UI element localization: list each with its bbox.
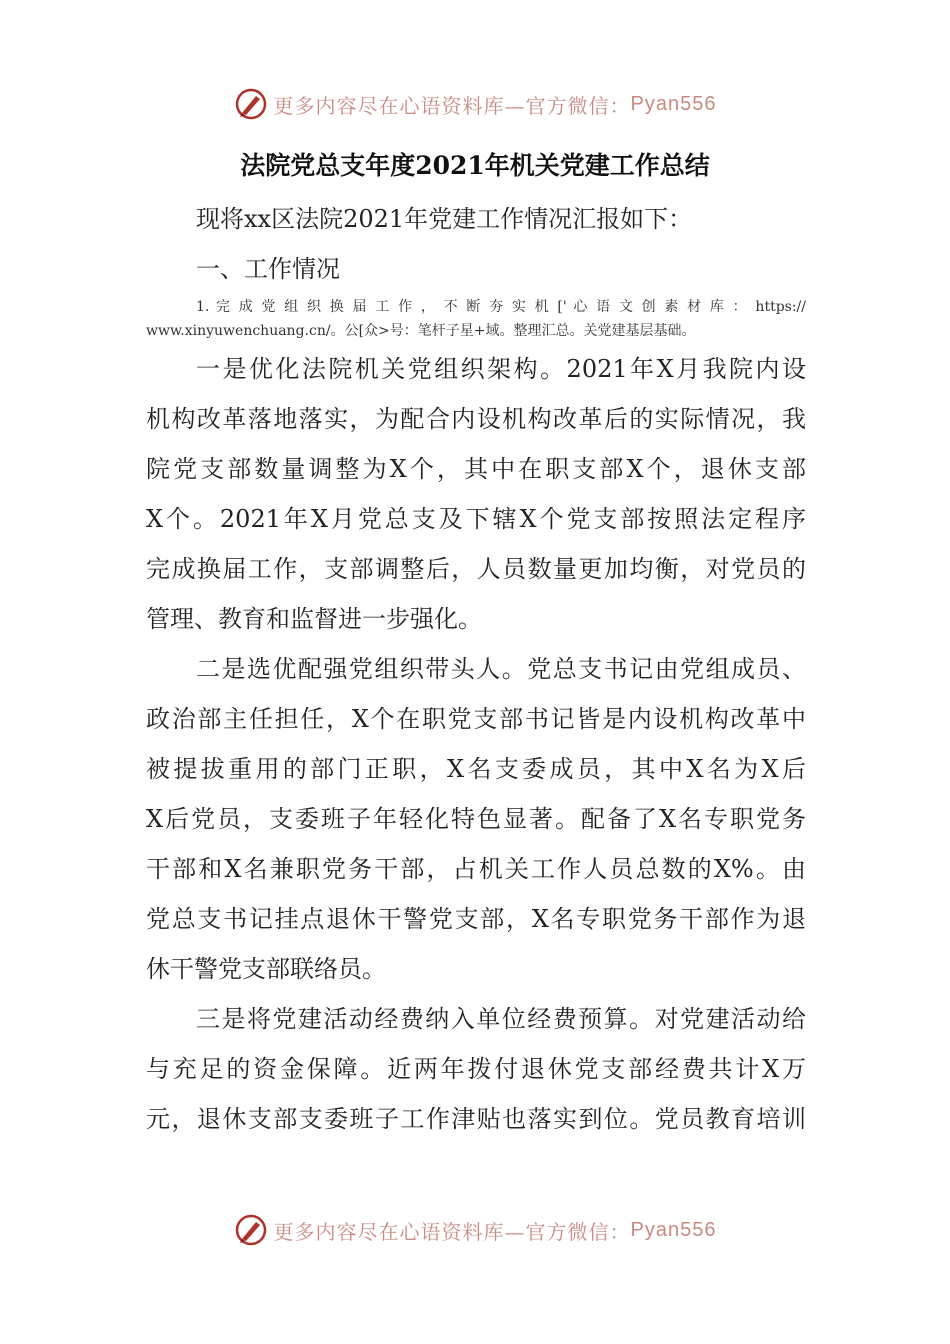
p2-line-4: X后党员，支委班子年轻化特色显著。配备了X名专职党务 bbox=[146, 805, 806, 833]
p2-line-6: 党总支书记挂点退休干警党支部，X名专职党务干部作为退 bbox=[146, 905, 806, 933]
p2-line-2: 政治部主任担任，X个在职党支部书记皆是内设机构改革中 bbox=[146, 705, 806, 733]
header-banner bbox=[0, 84, 950, 124]
intro-line: 现将xx区法院2021年党建工作情况汇报如下： bbox=[196, 205, 693, 233]
note-line-1: 1. 完 成 党 组 织 换 届 工 作 ， 不 断 夯 实 机 [' 心 语 文 创 素 材 库 ： https:// bbox=[196, 299, 806, 315]
pen-logo-icon bbox=[234, 1213, 268, 1247]
p1-line-3: 院党支部数量调整为X个，其中在职支部X个，退休支部 bbox=[146, 455, 806, 483]
p2-line-1: 二是选优配强党组织带头人。党总支书记由党组成员、 bbox=[196, 655, 806, 683]
p3-line-1: 三是将党建活动经费纳入单位经费预算。对党建活动给 bbox=[196, 1005, 806, 1033]
p2-line-5: 干部和X名兼职党务干部，占机关工作人员总数的X%。由 bbox=[146, 855, 806, 883]
banner-text: 更多内容尽在心语资料库—官方微信： bbox=[273, 93, 631, 118]
p1-line-2: 机构改革落地落实，为配合内设机构改革后的实际情况，我 bbox=[146, 405, 806, 433]
pen-logo-icon bbox=[234, 87, 268, 121]
p1-line-6: 管理、教育和监督进一步强化。 bbox=[146, 605, 482, 633]
p3-line-3: 元，退休支部支委班子工作津贴也落实到位。党员教育培训 bbox=[146, 1105, 806, 1133]
section-heading: 一、工作情况 bbox=[196, 255, 340, 283]
p1-line-5: 完成换届工作，支部调整后，人员数量更加均衡，对党员的 bbox=[146, 555, 806, 583]
p1-line-4: X个。2021年X月党总支及下辖X个党支部按照法定程序 bbox=[146, 505, 806, 533]
p1-line-1: 一是优化法院机关党组织架构。2021年X月我院内设 bbox=[196, 355, 806, 383]
p3-line-2: 与充足的资金保障。近两年拨付退休党支部经费共计X万 bbox=[146, 1055, 806, 1083]
note-line-2: www.xinyuwenchuang.cn/。公[众>号：笔杆子星+域。整理汇总。关党建基层基础。 bbox=[146, 323, 696, 339]
page-title: 法院党总支年度2021年机关党建工作总结 bbox=[240, 151, 710, 180]
p2-line-7: 休干警党支部联络员。 bbox=[146, 955, 386, 983]
banner-wechat-id: Pyan556 bbox=[630, 92, 717, 115]
banner-text: 更多内容尽在心语资料库—官方微信： bbox=[273, 1219, 631, 1244]
p2-line-3: 被提拔重用的部门正职，X名支委成员，其中X名为X后 bbox=[146, 755, 806, 783]
footer-banner bbox=[0, 1210, 950, 1250]
banner-wechat-id: Pyan556 bbox=[630, 1218, 717, 1241]
